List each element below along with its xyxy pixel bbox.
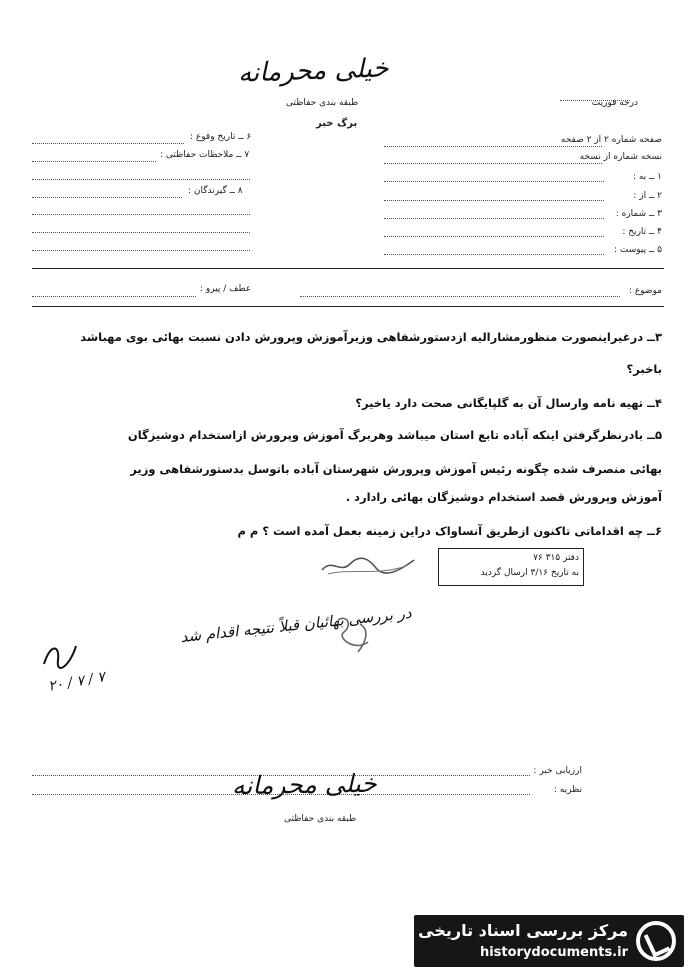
body-line: بهائی منصرف شده چگونه رئیس آموزش وپرورش شهرستان آباده باتوسل بدستورشفاهی وزیر — [130, 462, 662, 476]
body-line: باخبر؟ — [626, 362, 662, 376]
watermark-persian-text: مرکز بررسی اسناد تاریخی — [418, 921, 628, 940]
received-stamp-line: به تاریخ ۳/۱۶ ارسال گردید — [480, 568, 579, 578]
archive-logo-icon — [636, 921, 676, 961]
bottom-stamp-caption: طبقه بندی حفاظتی — [284, 814, 357, 824]
top-stamp-caption: طبقه بندی حفاظتی — [286, 98, 359, 108]
reference-label: عطف / پیرو : — [200, 284, 252, 294]
field-number: ۳ ــ شماره : — [615, 209, 662, 219]
priority-label: درجه فوریت — [591, 98, 638, 108]
evaluation-label: ارزیابی خبر : — [533, 766, 582, 776]
body-line: آموزش وپرورش قصد استخدام دوشیزگان بهائی رادارد . — [345, 490, 662, 504]
watermark-url: historydocuments.ir — [479, 945, 628, 960]
received-stamp — [438, 548, 584, 586]
field-recipients: ۸ ــ گیرندگان : — [188, 186, 243, 196]
archive-watermark — [414, 915, 684, 967]
handwritten-date: ۲۰ / ۷ / ۷ — [47, 669, 107, 695]
body-line: ۴ــ تهیه نامه وارسال آن به گلپایگانی صحت دارد یاخیر؟ — [355, 396, 662, 410]
top-classification-stamp: خیلی محرمانه — [237, 53, 390, 89]
subject-label: موضوع : — [628, 286, 662, 296]
form-title: برگ خبر — [316, 118, 358, 129]
body-line: ۶ــ چه اقداماتی تاکنون ازطریق آنساواک دراین زمینه بعمل آمده است ؟ م م — [237, 524, 662, 538]
field-from: ۲ ــ از : — [633, 191, 662, 201]
handwritten-signature — [40, 640, 80, 670]
bottom-classification-stamp: خیلی محرمانه — [231, 768, 378, 801]
body-line: ۵ــ بادرنظرگرفتن اینکه آباده تابع استان میباشد وهربرگ آموزش وپرورش ازاستخدام دوشیزگان — [127, 428, 662, 442]
handwritten-note: در بررسی بهائیان قبلاً نتیجه اقدام شد — [179, 603, 413, 647]
field-event-date: ۶ ــ تاریخ وقوع : — [190, 132, 252, 142]
received-stamp-line: دفتر ۳۱۵ ۷۶ — [533, 553, 579, 563]
scribble-signature — [318, 552, 418, 578]
field-to: ۱ ــ به : — [632, 172, 662, 182]
page-number-field: صفحه شماره ۲ از ۲ صفحه — [560, 135, 662, 145]
copy-number-field: نسخه شماره از نسخه — [579, 152, 662, 162]
field-date: ۴ ــ تاریخ : — [622, 227, 662, 237]
field-security-notes: ۷ ــ ملاحظات حفاظتی : — [160, 150, 250, 160]
field-attachment: ۵ ــ پیوست : — [614, 245, 662, 255]
opinion-label: نظریه : — [553, 785, 582, 795]
body-line: ۳ــ درغیراینصورت منظورمشارالیه ازدستورشفاهی وزیرآموزش وپرورش دادن نسبت بهائی بوی مهباشد — [80, 330, 662, 344]
